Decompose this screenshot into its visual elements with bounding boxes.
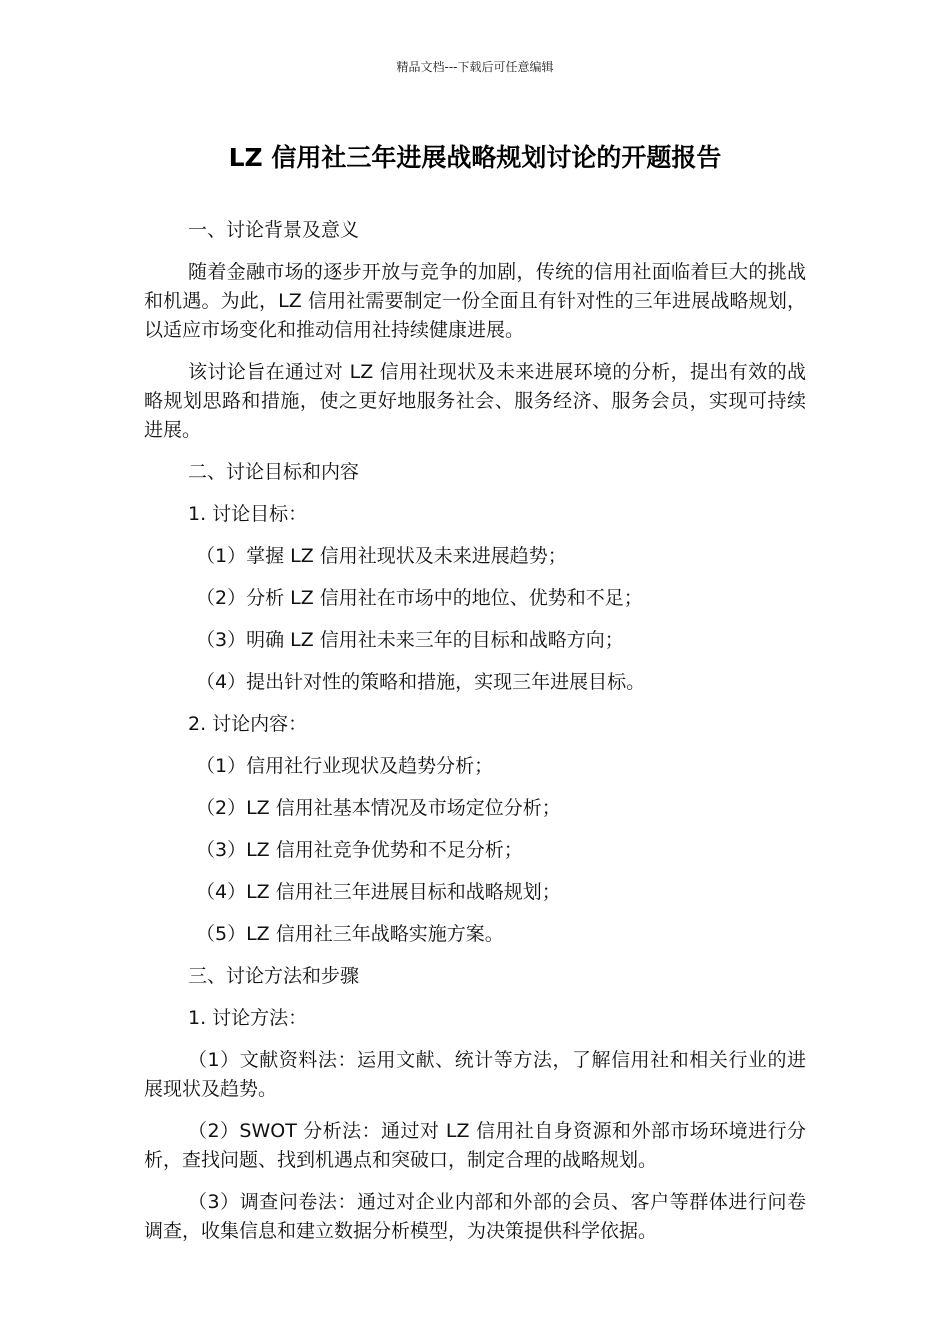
paragraph: （2）SWOT 分析法：通过对 LZ 信用社自身资源和外部市场环境进行分析，查找问题、找到机遇点和突破口，制定合理的战略规划。 — [144, 1120, 806, 1171]
list-item: （3）LZ 信用社竞争优势和不足分析； — [196, 839, 523, 861]
paragraph: （3）调查问卷法：通过对企业内部和外部的会员、客户等群体进行问卷调查，收集信息和建立数据分析模型，为决策提供科学依据。 — [144, 1191, 806, 1242]
section-heading-2: 二、讨论目标和内容 — [188, 461, 360, 483]
list-item: （1）信用社行业现状及趋势分析； — [196, 755, 494, 777]
document-title: LZ 信用社三年进展战略规划讨论的开题报告 — [228, 143, 722, 172]
paragraph: 该讨论旨在通过对 LZ 信用社现状及未来进展环境的分析，提出有效的战略规划思路和措施，使之更好地服务社会、服务经济、服务会员，实现可持续进展。 — [144, 361, 806, 441]
list-item: （4）提出针对性的策略和措施，实现三年进展目标。 — [196, 671, 646, 693]
list-item: （1）掌握 LZ 信用社现状及未来进展趋势； — [196, 545, 567, 567]
list-item: （2）分析 LZ 信用社在市场中的地位、优势和不足； — [196, 587, 643, 609]
list-item: （4）LZ 信用社三年进展目标和战略规划； — [196, 881, 561, 903]
subheading: 2. 讨论内容： — [188, 713, 308, 735]
paragraph: （1）文献资料法：运用文献、统计等方法，了解信用社和相关行业的进展现状及趋势。 — [144, 1049, 806, 1100]
section-heading-3: 三、讨论方法和步骤 — [188, 965, 360, 987]
list-item: （3）明确 LZ 信用社未来三年的目标和战略方向； — [196, 629, 624, 651]
paragraph: 随着金融市场的逐步开放与竞争的加剧，传统的信用社面临着巨大的挑战和机遇。为此，LZ 信用社需要制定一份全面且有针对性的三年进展战略规划，以适应市场变化和推动信用社持续健康进展。 — [144, 261, 806, 341]
page-header: 精品文档---下载后可任意编辑 — [396, 60, 554, 74]
subheading: 1. 讨论目标： — [188, 503, 308, 525]
list-item: （5）LZ 信用社三年战略实施方案。 — [196, 923, 504, 945]
subheading: 1. 讨论方法： — [188, 1007, 308, 1029]
section-heading-1: 一、讨论背景及意义 — [188, 219, 360, 241]
document-body — [144, 216, 806, 1259]
list-item: （2）LZ 信用社基本情况及市场定位分析； — [196, 797, 561, 819]
